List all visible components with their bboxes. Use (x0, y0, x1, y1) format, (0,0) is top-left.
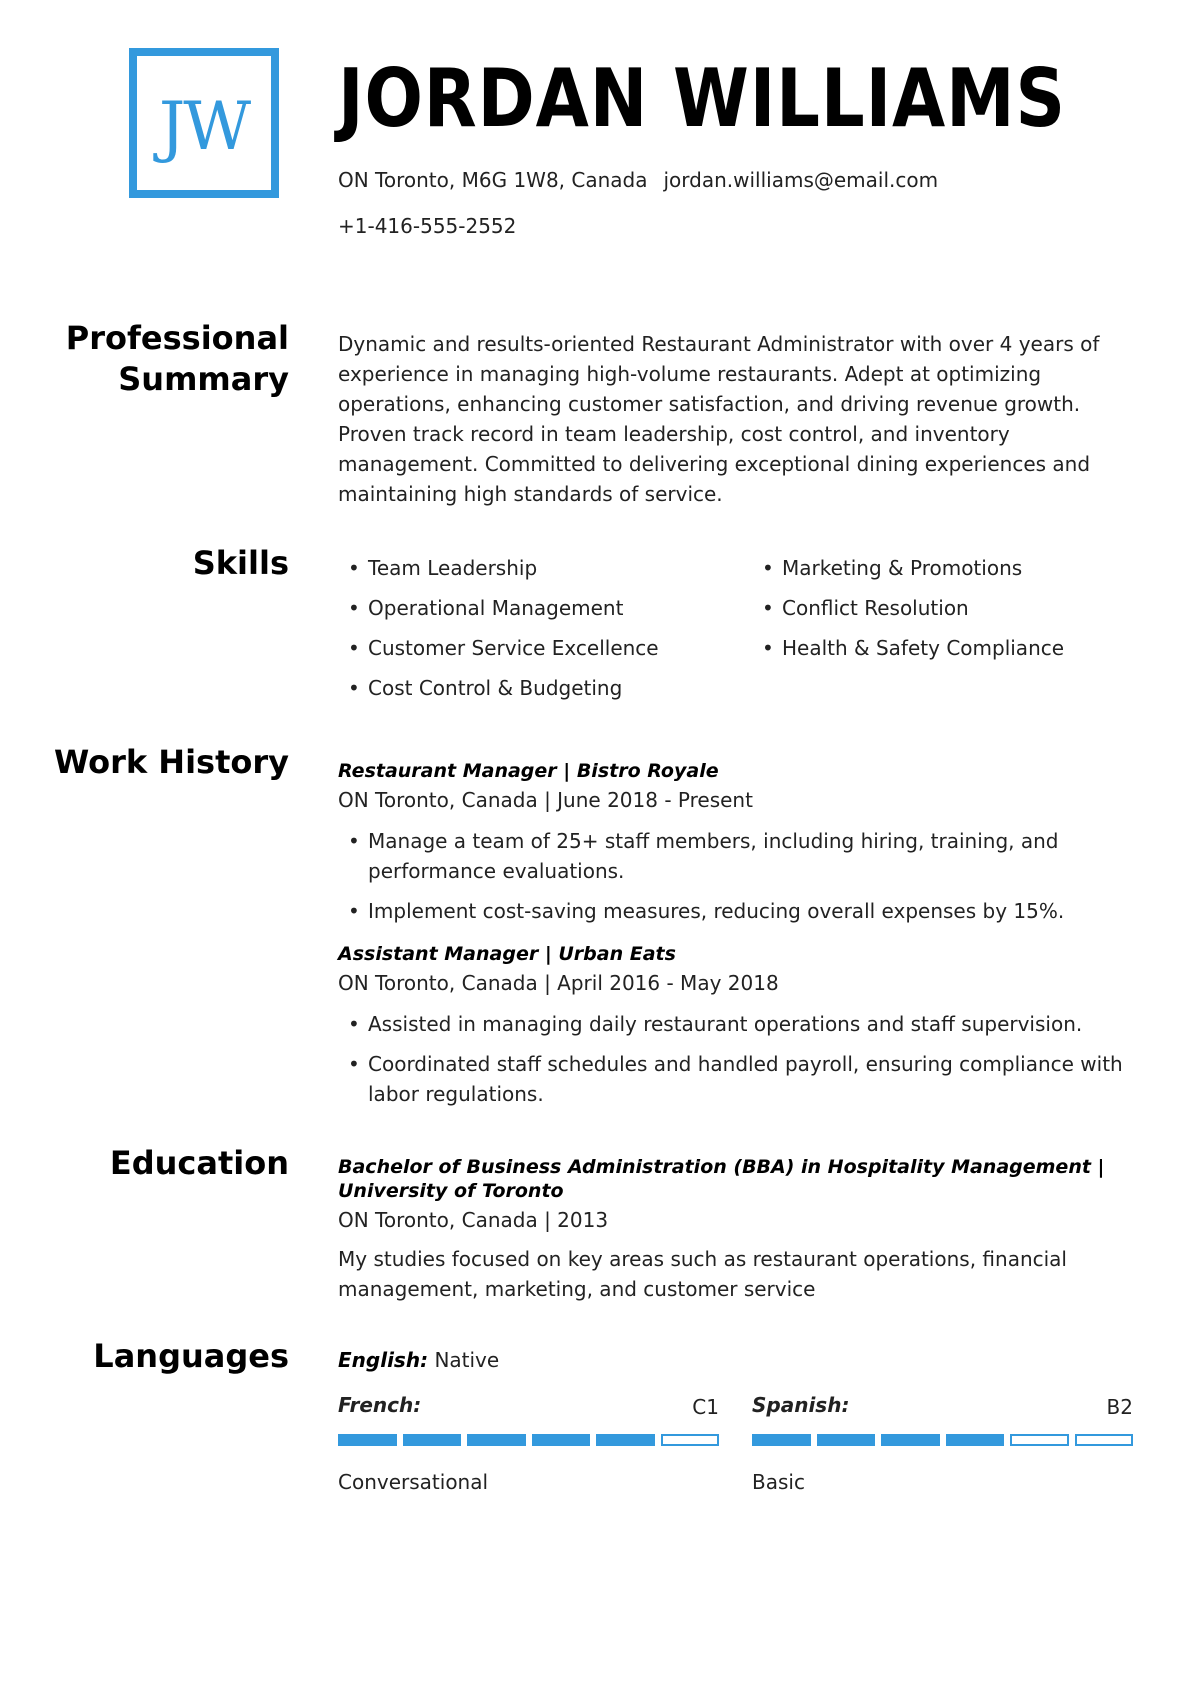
skill-item: • Health & Safety Compliance (752, 633, 1152, 663)
job-meta: ON Toronto, Canada | April 2016 - May 2018 (338, 971, 779, 995)
job-bullet: • Manage a team of 25+ staff members, including hiring, training, and performance evaluations. (338, 826, 1138, 886)
rating-segment-filled (596, 1434, 655, 1446)
rating-segment-empty (661, 1434, 720, 1446)
job-title: Assistant Manager | Urban Eats (338, 943, 676, 965)
job-title: Restaurant Manager | Bistro Royale (338, 760, 719, 782)
language-description-french: Conversational (338, 1470, 489, 1494)
section-title-skills: Skills (192, 544, 289, 582)
language-name-french: French: (338, 1393, 422, 1417)
skill-item: • Cost Control & Budgeting (338, 673, 738, 703)
section-title-education: Education (109, 1144, 289, 1182)
language-rating-bar-french (338, 1434, 719, 1446)
rating-segment-filled (338, 1434, 397, 1446)
rating-segment-filled (752, 1434, 811, 1446)
job-bullet: • Coordinated staff schedules and handled payroll, ensuring compliance with labor regulations. (338, 1049, 1138, 1109)
rating-segment-filled (467, 1434, 526, 1446)
rating-segment-filled (817, 1434, 876, 1446)
summary-title-line2: Summary (118, 360, 289, 398)
rating-segment-empty (1010, 1434, 1069, 1446)
monogram-logo (129, 48, 279, 198)
skills-list-left (338, 553, 738, 713)
candidate-name: JORDAN WILLIAMS (338, 52, 1066, 145)
language-description-spanish: Basic (752, 1470, 805, 1494)
education-degree: Bachelor of Business Administration (BBA) in Hospitality Management | University of Toronto (338, 1156, 1105, 1202)
language-rating-bar-spanish (752, 1434, 1133, 1446)
contact-phone: +1-416-555-2552 (338, 214, 517, 238)
language-name: English: (338, 1348, 429, 1372)
contact-address: ON Toronto, M6G 1W8, Canada (338, 168, 648, 192)
education-description: My studies focused on key areas such as restaurant operations, financial management, marketing, and customer service (338, 1247, 1067, 1301)
monogram-initials: JW (158, 88, 250, 165)
language-level-spanish: B2 (1106, 1395, 1133, 1419)
rating-segment-filled (946, 1434, 1005, 1446)
rating-segment-filled (403, 1434, 462, 1446)
job-bullet: • Assisted in managing daily restaurant operations and staff supervision. (338, 1009, 1138, 1039)
language-level-french: C1 (692, 1395, 719, 1419)
contact-email: jordan.williams@email.com (663, 168, 939, 192)
skill-item: • Conflict Resolution (752, 593, 1152, 623)
rating-segment-empty (1075, 1434, 1134, 1446)
section-title-summary (29, 318, 289, 400)
summary-text: Dynamic and results-oriented Restaurant Administrator with over 4 years of experience in managing high-volume restaurants. Adept at optimizing operations, enhancing customer satisfaction, and driving revenue growth. Proven track record in team leadership, cost control, and inventory management. Committed to delivering exceptional dining experiences and maintaining high standards of service. (338, 332, 1100, 506)
language-name-spanish: Spanish: (752, 1393, 850, 1417)
summary-title-line1: Professional (65, 319, 289, 357)
rating-segment-filled (881, 1434, 940, 1446)
skills-list-right (752, 553, 1152, 673)
skill-item: • Operational Management (338, 593, 738, 623)
contact-line (338, 168, 938, 192)
skill-item: • Marketing & Promotions (752, 553, 1152, 583)
rating-segment-filled (532, 1434, 591, 1446)
education-meta: ON Toronto, Canada | 2013 (338, 1208, 609, 1232)
job-bullet: • Implement cost-saving measures, reducing overall expenses by 15%. (338, 896, 1138, 926)
language-level: Native (434, 1348, 500, 1372)
skill-item: • Team Leadership (338, 553, 738, 583)
job-bullets (338, 1009, 1138, 1119)
section-title-languages: Languages (93, 1337, 289, 1375)
section-title-work: Work History (53, 743, 289, 781)
language-native (338, 1348, 499, 1372)
job-meta: ON Toronto, Canada | June 2018 - Present (338, 788, 753, 812)
job-bullets (338, 826, 1138, 936)
skill-item: • Customer Service Excellence (338, 633, 738, 663)
